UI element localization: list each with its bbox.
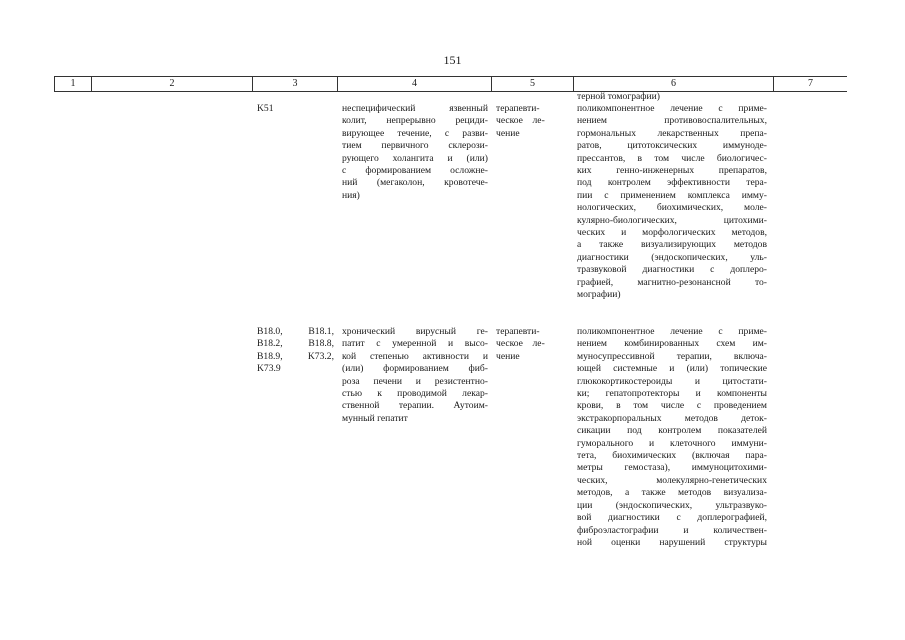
description-line: патит с умеренной и высо- xyxy=(342,338,488,350)
code-line: K73.9 xyxy=(257,363,281,375)
row-2-method xyxy=(577,326,767,549)
continuation-line: терной томографии) xyxy=(577,91,660,102)
description-line: кой степенью активности и xyxy=(342,350,488,362)
method-line: под контролем эффективности тера- xyxy=(577,177,767,189)
treatment-line: терапевти- xyxy=(496,103,540,114)
row-1-method xyxy=(577,103,767,302)
code-line: B18.2, B18.8, xyxy=(257,338,334,350)
header-cell-1: 1 xyxy=(54,77,91,91)
method-line: экстракорпоральных методов деток- xyxy=(577,412,767,424)
method-line: фиброэластографии и количествен- xyxy=(577,524,767,536)
row-2-description xyxy=(342,326,488,425)
description-line: ственной терапии. Аутоим- xyxy=(342,400,488,412)
description-line: хронический вирусный ге- xyxy=(342,326,488,337)
method-line: муносупрессивной терапии, включа- xyxy=(577,350,767,362)
method-line: крови, в том числе с проведением xyxy=(577,400,767,412)
description-line: вирующее течение, с разви- xyxy=(342,127,488,139)
method-line: поликомпонентное лечение с приме- xyxy=(577,103,767,114)
method-line: нением противовоспалительных, xyxy=(577,115,767,127)
method-line: сикации под контролем показателей xyxy=(577,425,767,437)
row-1-description xyxy=(342,103,488,202)
description-line: мунный гепатит xyxy=(342,412,408,424)
treatment-line: терапевти- xyxy=(496,326,540,337)
row-1-treatment-type xyxy=(496,103,568,140)
header-cell-6: 6 xyxy=(573,77,773,91)
treatment-line: ческое ле- xyxy=(496,115,545,127)
header-cell-5: 5 xyxy=(491,77,573,91)
page-number: 151 xyxy=(443,53,462,67)
code-line: K51 xyxy=(257,103,274,114)
header-cell-2: 2 xyxy=(91,77,252,91)
header-cell-7: 7 xyxy=(773,77,847,91)
method-line: ющей системные и (или) топические xyxy=(577,363,767,375)
row-2-treatment-type xyxy=(496,326,568,363)
treatment-line: чение xyxy=(496,350,520,362)
description-line: ний (мегаколон, кровотече- xyxy=(342,177,488,189)
method-line: ной оценки нарушений структуры xyxy=(577,536,767,548)
description-line: неспецифический язвенный xyxy=(342,103,488,114)
method-line: тразвуковой диагностики с доплеро- xyxy=(577,264,767,276)
description-line: стью к проводимой лекар- xyxy=(342,388,488,400)
method-line: метры гемостаза), иммуноцитохими- xyxy=(577,462,767,474)
method-line: диагностики (эндоскопических, уль- xyxy=(577,251,767,263)
treatment-line: ческое ле- xyxy=(496,338,545,350)
method-line: вой диагностики с доплерографией, xyxy=(577,512,767,524)
method-line: гуморального и клеточного иммуни- xyxy=(577,437,767,449)
method-line: ческих, молекулярно-генетических xyxy=(577,474,767,486)
method-line: глюкокортикостероиды и цитостати- xyxy=(577,375,767,387)
treatment-line: чение xyxy=(496,127,520,139)
method-line: ки; гепатопротекторы и компоненты xyxy=(577,388,767,400)
method-line: нением комбинированных схем им- xyxy=(577,338,767,350)
method-line: графией, магнитно-резонансной то- xyxy=(577,276,767,288)
row-2-codes xyxy=(257,326,334,376)
method-line: поликомпонентное лечение с приме- xyxy=(577,326,767,337)
method-line: ратов, цитотоксических иммуноде- xyxy=(577,140,767,152)
method-line: ции (эндоскопических, ультразвуко- xyxy=(577,499,767,511)
method-line: ких генно-инженерных препаратов, xyxy=(577,165,767,177)
description-line: колит, непрерывно рециди- xyxy=(342,115,488,127)
header-cell-3: 3 xyxy=(252,77,337,91)
code-line: B18.0, B18.1, xyxy=(257,326,334,337)
continuation-text xyxy=(577,91,660,103)
method-line: гормональных лекарственных препа- xyxy=(577,127,767,139)
description-line: тием первичного склерози- xyxy=(342,140,488,152)
description-line: с формированием осложне- xyxy=(342,165,488,177)
description-line: (или) формированием фиб- xyxy=(342,363,488,375)
description-line: ния) xyxy=(342,189,360,201)
method-line: прессантов, в том числе биологичес- xyxy=(577,152,767,164)
description-line: рующего холангита и (или) xyxy=(342,152,488,164)
description-line: роза печени и резистентно- xyxy=(342,375,488,387)
method-line: тета, биохимических (включая пара- xyxy=(577,450,767,462)
row-1-codes xyxy=(257,103,337,115)
method-line: нологических, биохимических, моле- xyxy=(577,202,767,214)
method-line: кулярно-биологических, цитохими- xyxy=(577,214,767,226)
method-line: методов, а также методов визуализа- xyxy=(577,487,767,499)
method-line: а также визуализирующих методов xyxy=(577,239,767,251)
table-header-row xyxy=(54,76,847,92)
method-line: пии с применением комплекса имму- xyxy=(577,189,767,201)
method-line: ческих и морфологических методов, xyxy=(577,227,767,239)
method-line: мографии) xyxy=(577,289,621,301)
code-line: B18.9, K73.2, xyxy=(257,350,334,362)
header-cell-4: 4 xyxy=(337,77,491,91)
